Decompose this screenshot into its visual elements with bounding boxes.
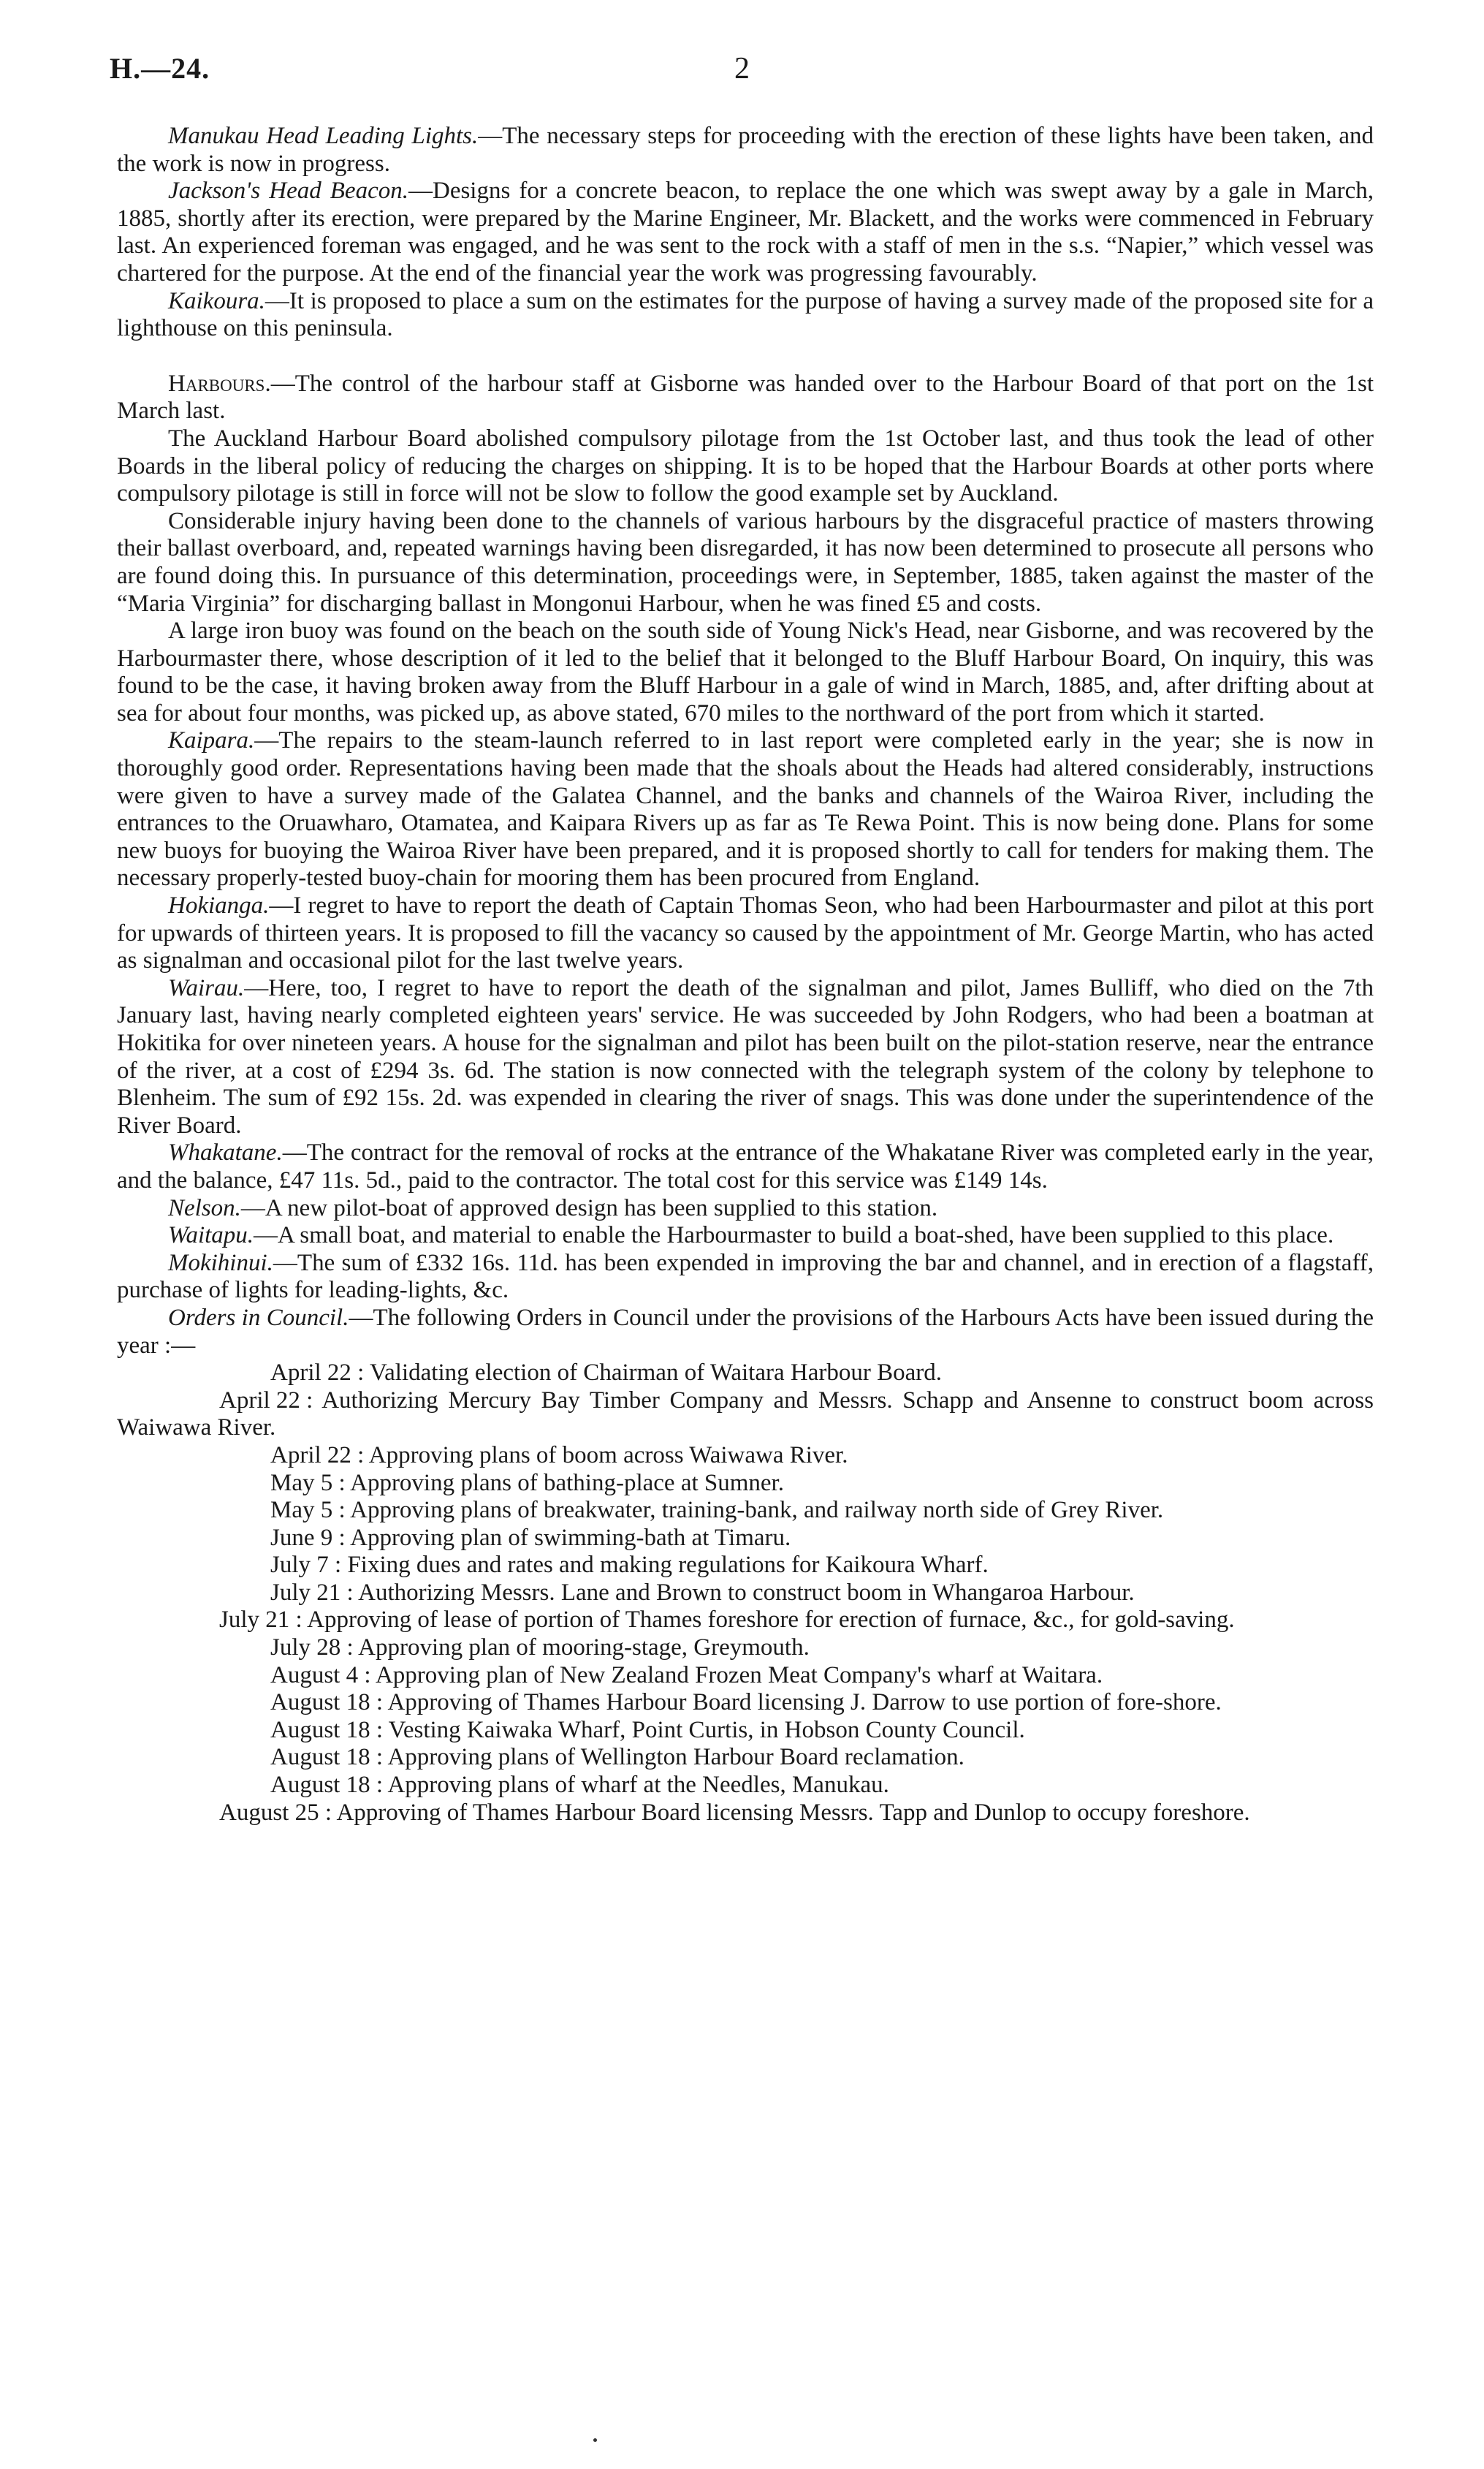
order-item <box>117 1689 1374 1717</box>
order-date: May 5 : <box>270 1497 346 1524</box>
order-item <box>117 1497 1374 1525</box>
order-text: Approving plan of New Zealand Frozen Meat Company's wharf at Waitara. <box>375 1661 1103 1688</box>
paragraph-lead: Kaikoura. <box>168 287 265 314</box>
paragraph-orders-in-council <box>117 1305 1374 1359</box>
paragraph-hokianga <box>117 892 1374 975</box>
order-text: Authorizing Mercury Bay Timber Company and Messrs. Schapp and Ansenne to construct boom across Waiwawa River. <box>117 1387 1374 1441</box>
order-item <box>117 1744 1374 1772</box>
paragraph-text: —The sum of £332 16s. 11d. has been expended in improving the bar and channel, and in erection of a flagstaff, purchase of lights for leading-lights, &c. <box>117 1249 1374 1304</box>
paragraph-text: —The control of the harbour staff at Gisborne was handed over to the Harbour Board of that port on the 1st March last. <box>117 370 1374 425</box>
order-text: Authorizing Messrs. Lane and Brown to construct boom in Whangaroa Harbour. <box>358 1579 1135 1606</box>
order-item <box>117 1634 1374 1662</box>
order-text: Approving of Thames Harbour Board licensing Messrs. Tapp and Dunlop to occupy foreshore. <box>336 1799 1250 1826</box>
order-item <box>117 1607 1374 1634</box>
order-date: August 4 : <box>270 1661 371 1688</box>
print-mark <box>593 2438 597 2442</box>
document-reference: H.—24. <box>110 52 210 85</box>
paragraph-text: —Here, too, I regret to have to report the death of the signalman and pilot, James Bulliff, who died on the 7th January last, having nearly completed eighteen years' service. He was succeeded by John Rodgers, who had been a boatman at Hokitika for over nineteen years. A house for the signalman and pilot has been built on the pilot-station reserve, near the entrance of the river, at a cost of £294 3s. 6d. The station is now connected with the telegraph system of the colony by telephone to Blenheim. The sum of £92 15s. 2d. was expended in clearing the river of snags. This was done under the superintendence of the River Board. <box>117 974 1374 1139</box>
paragraph-kaipara <box>117 727 1374 892</box>
paragraph-text: —It is proposed to place a sum on the estimates for the purpose of having a survey made of the proposed site for a lighthouse on this peninsula. <box>117 287 1374 342</box>
order-date: August 18 : <box>270 1689 384 1716</box>
order-date: May 5 : <box>270 1469 346 1496</box>
order-text: Approving plans of bathing-place at Sumner. <box>350 1469 784 1496</box>
paragraph-waitapu <box>117 1222 1374 1250</box>
paragraph-text: —The necessary steps for proceeding with the erection of these lights have been taken, and the work is now in progress. <box>117 123 1374 177</box>
order-text: Approving plans of breakwater, training-bank, and railway north side of Grey River. <box>350 1497 1164 1524</box>
page-header <box>110 51 1374 95</box>
paragraph-whakatane <box>117 1139 1374 1194</box>
order-date: August 18 : <box>270 1772 384 1799</box>
order-date: April 22 : <box>270 1441 365 1468</box>
order-date: July 21 : <box>219 1607 302 1634</box>
paragraph-text: —A new pilot-boat of approved design has been supplied to this station. <box>240 1194 938 1221</box>
order-date: July 21 : <box>270 1579 354 1606</box>
order-text: Approving plans of wharf at the Needles, Manukau. <box>387 1772 889 1799</box>
paragraph-text: Considerable injury having been done to the channels of various harbours by the disgraceful practice of masters throwing their ballast overboard, and, repeated warnings having been disregarded, it has now been determined to prosecute all persons who are found doing this. In pursuance of this determination, proceedings were, in September, 1885, taken against the master of the “Maria Virginia” for discharging ballast in Mongonui Harbour, when he was fined £5 and costs. <box>117 507 1374 617</box>
order-item <box>117 1579 1374 1607</box>
page-number: 2 <box>734 52 750 86</box>
paragraph-ballast <box>117 508 1374 618</box>
order-item <box>117 1387 1374 1442</box>
paragraph-lead: Waitapu. <box>168 1222 254 1249</box>
order-date: August 18 : <box>270 1716 384 1743</box>
order-date: August 25 : <box>219 1799 332 1826</box>
paragraph-kaikoura <box>117 288 1374 343</box>
order-text: Approving plan of mooring-stage, Greymouth. <box>358 1634 810 1661</box>
order-text: Approving plans of Wellington Harbour Board reclamation. <box>387 1744 964 1771</box>
section-heading: Harbours. <box>168 370 271 397</box>
order-item <box>117 1359 1374 1387</box>
body-text <box>117 123 1374 1827</box>
paragraph-lead: Nelson. <box>168 1194 241 1221</box>
order-date: April 22 : <box>219 1387 313 1414</box>
paragraph-lead: Wairau. <box>168 974 245 1001</box>
paragraph-text: —The repairs to the steam-launch referred to in last report were completed early in the year; she is now in thoroughly good order. Representations having been made that the shoals about the Heads had altered considerably, instructions were given to have a survey made of the Galatea Channel, and the banks and channels of the Wairoa River, including the entrances to the Oruawharo, Otamatea, and Kaipara Rivers up as far as Te Rewa Point. This is now being done. Plans for some new buoys for buoying the Wairoa River have been prepared, and it is proposed shortly to call for tenders for making them. The necessary properly-tested buoy-chain for mooring them has been procured from England. <box>117 727 1374 892</box>
order-item <box>117 1799 1374 1827</box>
paragraph-lead: Manukau Head Leading Lights. <box>168 123 479 149</box>
paragraph-auckland <box>117 425 1374 508</box>
order-item <box>117 1525 1374 1552</box>
order-text: Validating election of Chairman of Waitara Harbour Board. <box>369 1359 942 1387</box>
paragraph-lead: Orders in Council. <box>168 1304 349 1331</box>
paragraph-harbours <box>117 371 1374 425</box>
paragraph-text: —Designs for a concrete beacon, to replace the one which was swept away by a gale in March, 1885, shortly after its erection, were prepared by the Marine Engineer, Mr. Blackett, and the works were commenced in February last. An experienced foreman was engaged, and he was sent to the rock with a staff of men in the s.s. “Napier,” which vessel was chartered for the purpose. At the end of the financial year the work was progressing favourably. <box>117 178 1374 287</box>
order-item <box>117 1442 1374 1470</box>
paragraph-wairau <box>117 975 1374 1140</box>
paragraph-lead: Mokihinui. <box>168 1249 273 1276</box>
order-text: Vesting Kaiwaka Wharf, Point Curtis, in Hobson County Council. <box>388 1716 1025 1743</box>
order-date: July 28 : <box>270 1634 354 1661</box>
paragraph-text: A large iron buoy was found on the beach on the south side of Young Nick's Head, near Gisborne, and was recovered by the Harbourmaster there, whose description of it led to the belief that it belonged to the Bluff Harbour Board, On inquiry, this was found to be the case, it having broken away from the Bluff Harbour in a gale of wind in March, 1885, and, after drifting about at sea for about four months, was picked up, as above stated, 670 miles to the northward of the port from which it started. <box>117 618 1374 727</box>
paragraph-text: —The following Orders in Council under the provisions of the Harbours Acts have been issued during the year :— <box>117 1304 1374 1359</box>
paragraph-text: The Auckland Harbour Board abolished compulsory pilotage from the 1st October last, and thus took the lead of other Boards in the liberal policy of reducing the charges on shipping. It is to be hoped that the Harbour Boards at other ports where compulsory pilotage is still in force will not be slow to follow the good example set by Auckland. <box>117 425 1374 507</box>
order-date: July 7 : <box>270 1552 342 1579</box>
order-text: Approving of Thames Harbour Board licensing J. Darrow to use portion of fore-shore. <box>387 1689 1222 1716</box>
paragraph-lead: Whakatane. <box>168 1139 283 1167</box>
order-date: June 9 : <box>270 1524 346 1551</box>
paragraph-lead: Hokianga. <box>168 892 270 919</box>
order-item <box>117 1470 1374 1498</box>
orders-list <box>117 1359 1374 1827</box>
paragraph-mokihinui <box>117 1250 1374 1305</box>
order-date: April 22 : <box>270 1359 365 1387</box>
paragraph-text: —I regret to have to report the death of Captain Thomas Seon, who had been Harbourmaster and pilot at this port for upwards of thirteen years. It is proposed to fill the vacancy so caused by the appointment of Mr. George Martin, who has acted as signalman and occasional pilot for the last twelve years. <box>117 892 1374 974</box>
paragraph-text: —The contract for the removal of rocks at the entrance of the Whakatane River was completed early in the year, and the balance, £47 11s. 5d., paid to the contractor. The total cost for this service was £149 14s. <box>117 1139 1374 1194</box>
order-date: August 18 : <box>270 1744 384 1771</box>
order-item <box>117 1772 1374 1799</box>
order-text: Approving plans of boom across Waiwawa River. <box>368 1441 848 1468</box>
order-text: Approving plan of swimming-bath at Timaru. <box>350 1524 791 1551</box>
order-item <box>117 1662 1374 1690</box>
paragraph-manukau-head <box>117 123 1374 178</box>
order-item <box>117 1552 1374 1579</box>
paragraph-text: —A small boat, and material to enable the Harbourmaster to build a boat-shed, have been supplied to this place. <box>254 1222 1334 1249</box>
order-text: Approving of lease of portion of Thames foreshore for erection of furnace, &c., for gold-saving. <box>307 1607 1235 1634</box>
paragraph-lead: Jackson's Head Beacon. <box>168 178 408 205</box>
paragraph-nelson <box>117 1195 1374 1223</box>
order-item <box>117 1717 1374 1745</box>
paragraph-jacksons-head <box>117 178 1374 287</box>
paragraph-iron-buoy <box>117 618 1374 727</box>
order-text: Fixing dues and rates and making regulations for Kaikoura Wharf. <box>347 1552 989 1579</box>
paragraph-lead: Kaipara. <box>168 727 255 754</box>
